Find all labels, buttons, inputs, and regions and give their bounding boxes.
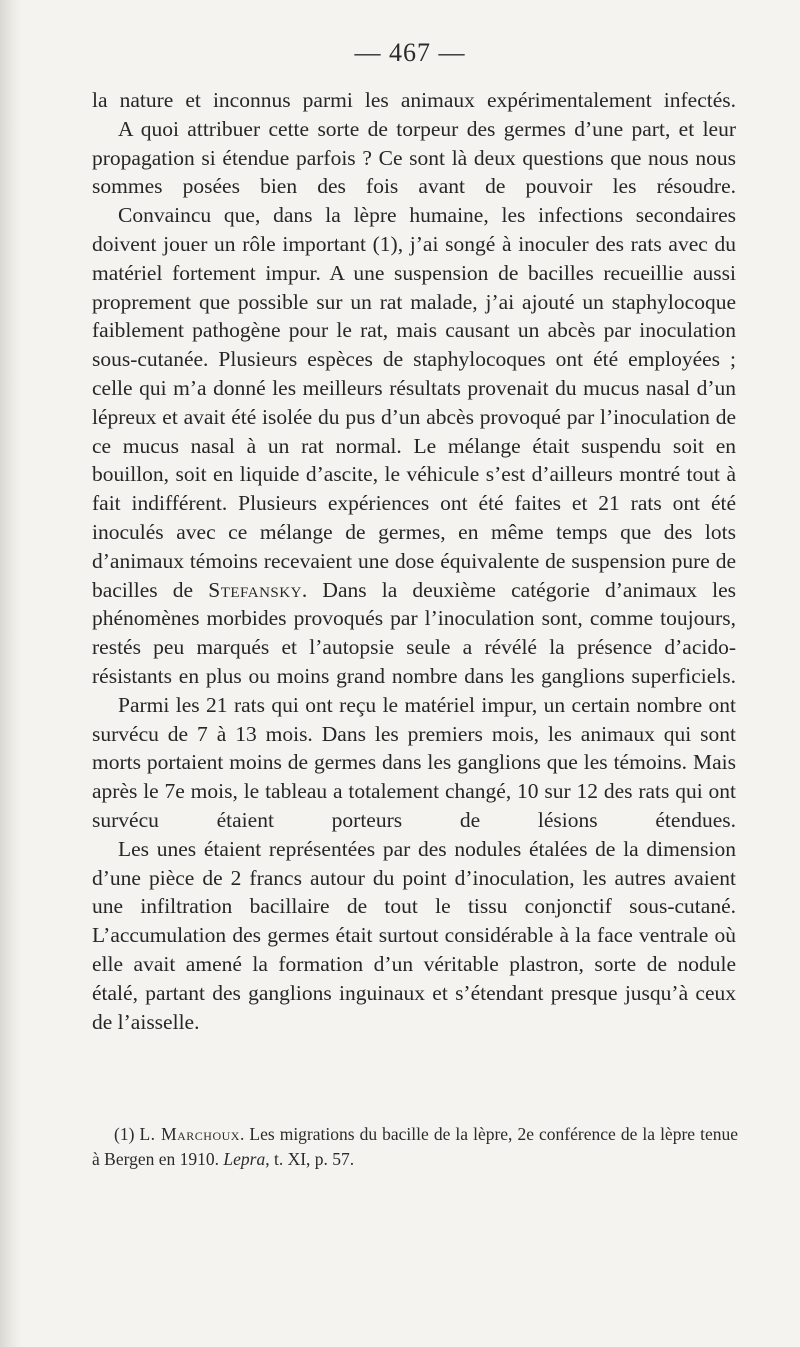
- paragraph-3-text: Convaincu que, dans la lèpre humaine, les infections secondaires doivent jouer un rôle important (1), j’ai songé à inoculer des rats avec du matériel fortement impur. A une suspension de bacilles recueillie aussi proprement que possible sur un rat malade, j’ai ajouté un staphylocoque faiblement pathogène pour le rat, mais causant un abcès par inoculation sous-cutanée. Plusieurs espèces de staphylocoques ont été employées ; celle qui m’a donné les meilleurs résultats provenait du mucus nasal d’un lépreux et avait été isolée du pus d’un abcès provoqué par l’inoculation de ce mucus nasal à un rat normal. Le mélange était suspendu soit en bouillon, soit en liquide d’ascite, le véhicule s’est d’ailleurs montré tout à fait indifférent. Plusieurs expériences ont été faites et 21 rats ont été inoculés avec ce mélange de germes, en même temps que des lots d’animaux témoins recevaient une dose équivalente de suspension pure de bacilles de: [92, 203, 736, 602]
- footnote-journal: Lepra: [223, 1149, 266, 1169]
- page-number: — 467 —: [354, 38, 466, 67]
- footnote-ref: , t. XI, p. 57.: [265, 1149, 355, 1169]
- footnote: [92, 1122, 738, 1172]
- footnote-author: L. Marchoux: [139, 1124, 240, 1144]
- page-edge-shadow: [0, 0, 22, 1347]
- paragraph-3: [92, 201, 736, 691]
- paragraph-5: Les unes étaient représentées par des nodules étalées de la dimension d’une pièce de 2 francs autour du point d’inoculation, les autres avaient une infiltration bacillaire de tout le tissu conjonctif sous-cutané. L’accumulation des germes était surtout considérable à la face ventrale où elle avait amené la formation d’un véritable plastron, sorte de nodule étalé, partant des ganglions inguinaux et s’étendant presque jusqu’à ceux de l’aisselle.: [92, 836, 736, 1034]
- paragraph-3-tail: . Dans la deuxième catégorie d’animaux les phénomènes morbides provoqués par l’inoculation sont, comme toujours, restés peu marqués et l’autopsie seule a révélé la présence d’acido-résistants en plus ou moins grand nombre dans les ganglions superficiels.: [92, 577, 736, 688]
- paragraph-1: la nature et inconnus parmi les animaux expérimentalement infectés.: [92, 88, 736, 112]
- paragraph-4: Parmi les 21 rats qui ont reçu le matériel impur, un certain nombre ont survécu de 7 à 13 mois. Dans les premiers mois, les animaux qui sont morts portaient moins de germes dans les ganglions que les témoins. Mais après le 7e mois, le tableau a totalement changé, 10 sur 12 des rats qui ont survécu étaient porteurs de lésions étendues.: [92, 692, 736, 832]
- author-name-stefansky: Stefansky: [208, 577, 302, 602]
- paragraph-2: A quoi attribuer cette sorte de torpeur des germes d’une part, et leur propagation si étendue parfois ? Ce sont là deux questions que nous nous sommes posées bien des fois avant de pouvoir les résoudre.: [92, 116, 736, 199]
- footnote-marker: (1): [114, 1124, 135, 1144]
- footnote-text: . Les migrations du bacille de la lèpre, 2e conférence de la lèpre tenue à Bergen en 1910.: [92, 1124, 738, 1169]
- main-text: [92, 86, 736, 1036]
